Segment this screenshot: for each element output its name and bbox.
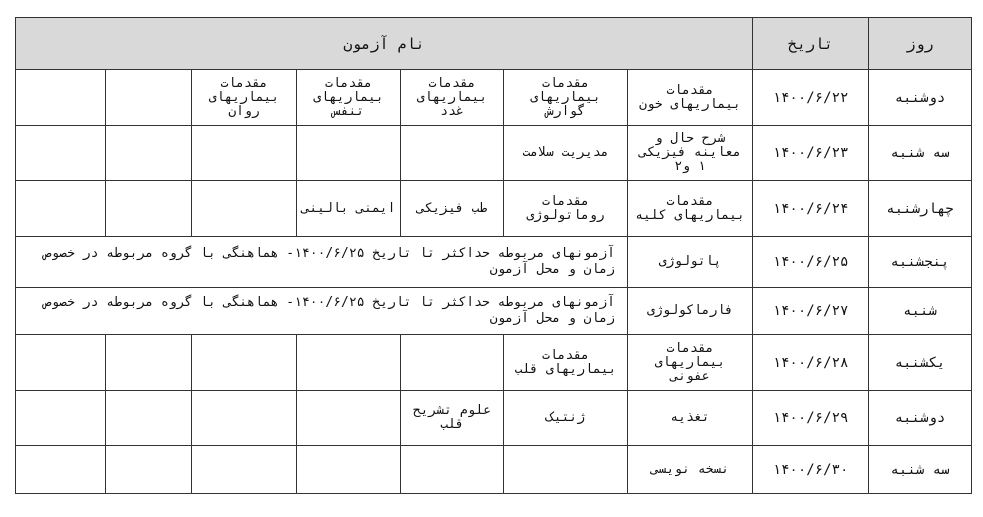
exam-cell: مقدمات بیماریهای عفونی [628, 335, 753, 391]
date-cell: ۱۴۰۰/۶/۲۷ [753, 288, 869, 335]
date-cell: ۱۴۰۰/۶/۲۹ [753, 391, 869, 446]
header-exam-name: نام آزمون [16, 18, 753, 70]
exam-cell: علوم تشریح قلب [401, 391, 504, 446]
exam-cell [297, 126, 401, 181]
exam-cell: مقدمات بیماریهای تنفس [297, 70, 401, 126]
exam-cell: پاتولوژی [628, 237, 753, 288]
date-cell: ۱۴۰۰/۶/۲۸ [753, 335, 869, 391]
day-cell: پنجشنبه [869, 237, 972, 288]
exam-cell: مدیریت سلامت [504, 126, 628, 181]
exam-cell: تغذیه [628, 391, 753, 446]
date-cell: ۱۴۰۰/۶/۳۰ [753, 446, 869, 494]
exam-cell: مقدمات روماتولوژی [504, 181, 628, 237]
header-row [16, 18, 972, 70]
day-cell: یکشنبه [869, 335, 972, 391]
date-cell: ۱۴۰۰/۶/۲۵ [753, 237, 869, 288]
exam-cell: ژنتیک [504, 391, 628, 446]
table-row [16, 391, 972, 446]
exam-cell [192, 446, 297, 494]
table-row [16, 288, 972, 335]
exam-cell [16, 391, 106, 446]
exam-cell: مقدمات بیماریهای کلیه [628, 181, 753, 237]
table-row [16, 237, 972, 288]
exam-cell [401, 126, 504, 181]
exam-cell: مقدمات بیماریهای غدد [401, 70, 504, 126]
exam-cell: مقدمات بیماریهای قلب [504, 335, 628, 391]
exam-cell [106, 335, 192, 391]
exam-cell: نسخه نویسی [628, 446, 753, 494]
exam-cell [16, 335, 106, 391]
exam-cell [106, 70, 192, 126]
exam-cell [106, 126, 192, 181]
exam-cell [297, 446, 401, 494]
day-cell: چهارشنبه [869, 181, 972, 237]
date-cell: ۱۴۰۰/۶/۲۳ [753, 126, 869, 181]
exam-cell: فارماکولوژی [628, 288, 753, 335]
exam-cell [106, 391, 192, 446]
exam-cell [297, 335, 401, 391]
exam-cell [16, 446, 106, 494]
table-row [16, 126, 972, 181]
day-cell: دوشنبه [869, 391, 972, 446]
day-cell: سه شنبه [869, 446, 972, 494]
date-cell: ۱۴۰۰/۶/۲۴ [753, 181, 869, 237]
exam-cell [297, 391, 401, 446]
day-cell: شنبه [869, 288, 972, 335]
coordination-note: آزمونهای مربوطه حداکثر تا تاریخ ۱۴۰۰/۶/۲۵- هماهنگی با گروه مربوطه در خصوص زمان و محل آزمون [16, 237, 628, 288]
exam-cell: شرح حال و معاینه فیزیکی ۱ و۲ [628, 126, 753, 181]
table-row [16, 446, 972, 494]
exam-cell [192, 391, 297, 446]
header-date: تاریخ [753, 18, 869, 70]
exam-cell: مقدمات بیماریهای روان [192, 70, 297, 126]
exam-cell: ایمنی بالینی [297, 181, 401, 237]
header-day: روز [869, 18, 972, 70]
exam-cell [401, 446, 504, 494]
day-cell: سه شنبه [869, 126, 972, 181]
exam-cell [504, 446, 628, 494]
table-row [16, 70, 972, 126]
date-cell: ۱۴۰۰/۶/۲۲ [753, 70, 869, 126]
exam-cell [16, 181, 106, 237]
table-row [16, 335, 972, 391]
exam-cell [16, 126, 106, 181]
exam-cell: مقدمات بیماریهای خون [628, 70, 753, 126]
exam-cell: طب فیزیکی [401, 181, 504, 237]
coordination-note: آزمونهای مربوطه حداکثر تا تاریخ ۱۴۰۰/۶/۲۵- هماهنگی با گروه مربوطه در خصوص زمان و محل آزمون [16, 288, 628, 335]
exam-cell [401, 335, 504, 391]
exam-cell [192, 126, 297, 181]
exam-cell [16, 70, 106, 126]
exam-cell [106, 446, 192, 494]
exam-schedule-table [15, 17, 972, 494]
exam-cell [192, 335, 297, 391]
day-cell: دوشنبه [869, 70, 972, 126]
exam-cell [192, 181, 297, 237]
exam-cell [106, 181, 192, 237]
exam-cell: مقدمات بیماریهای گوارش [504, 70, 628, 126]
table-row [16, 181, 972, 237]
